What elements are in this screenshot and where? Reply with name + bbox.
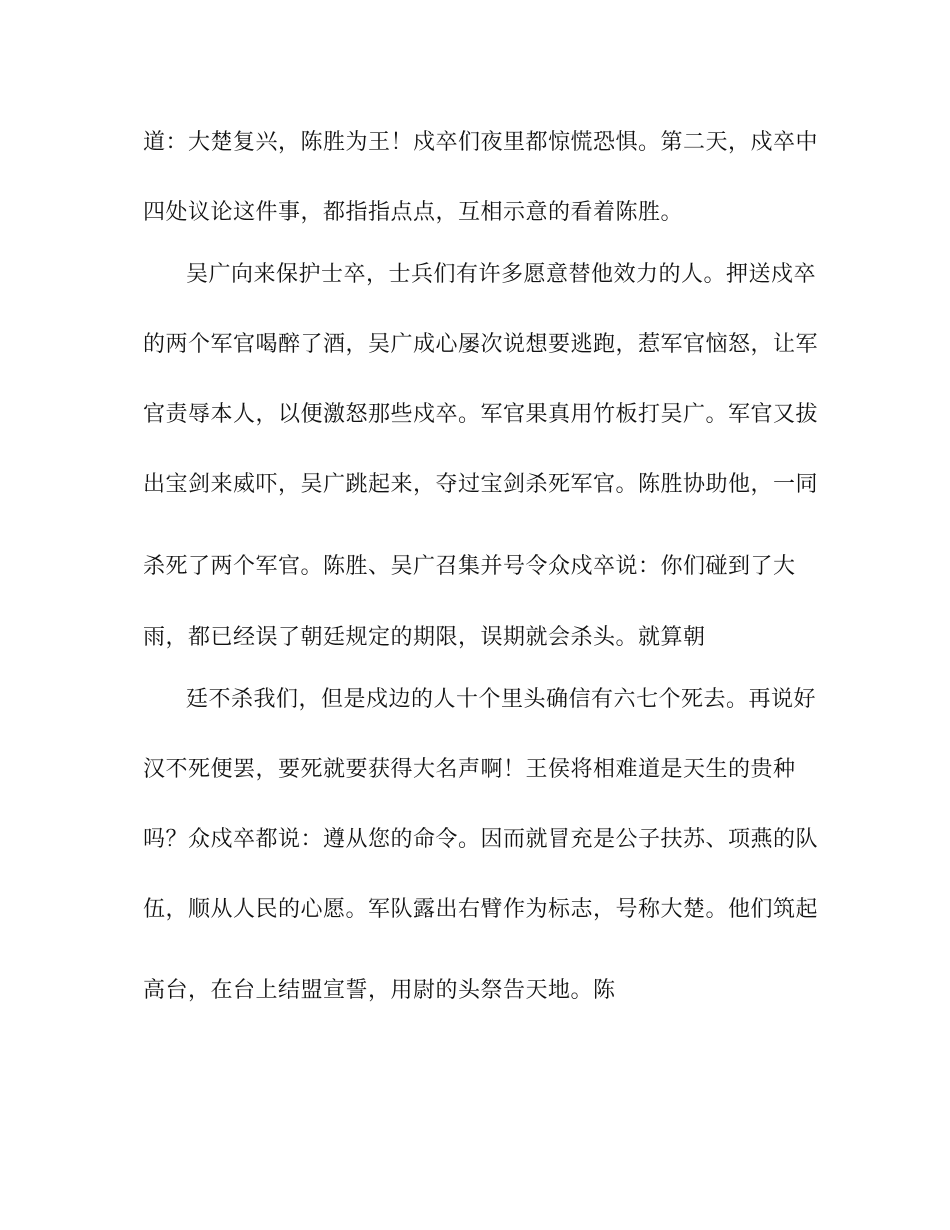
text-line-13: 高台，在台上结盟宣誓，用尉的头祭告天地。陈 bbox=[143, 978, 616, 1003]
text-line-3: 吴广向来保护士卒，士兵们有许多愿意替他效力的人。押送戍卒 bbox=[186, 262, 817, 287]
text-line-1: 道：大楚复兴，陈胜为王！戍卒们夜里都惊慌恐惧。第二天，戍卒中 bbox=[143, 130, 819, 155]
text-line-9: 廷不杀我们，但是戍边的人十个里头确信有六七个死去。再说好 bbox=[186, 687, 817, 712]
text-line-12: 伍，顺从人民的心愿。军队露出右臂作为标志，号称大楚。他们筑起 bbox=[143, 897, 819, 922]
text-line-7: 杀死了两个军官。陈胜、吴广召集并号令众戍卒说：你们碰到了大 bbox=[143, 554, 796, 579]
text-line-11: 吗？众戍卒都说：遵从您的命令。因而就冒充是公子扶苏、项燕的队 bbox=[143, 827, 819, 852]
text-line-5: 官责辱本人，以便激怒那些戍卒。军官果真用竹板打吴广。军官又拔 bbox=[143, 402, 819, 427]
text-line-10: 汉不死便罢，要死就要获得大名声啊！王侯将相难道是天生的贵种 bbox=[143, 757, 796, 782]
text-line-6: 出宝剑来威吓，吴广跳起来，夺过宝剑杀死军官。陈胜协助他，一同 bbox=[143, 472, 819, 497]
text-line-8: 雨，都已经误了朝廷规定的期限，误期就会杀头。就算朝 bbox=[143, 625, 706, 650]
text-line-2: 四处议论这件事，都指指点点，互相示意的看着陈胜。 bbox=[143, 200, 684, 225]
text-line-4: 的两个军官喝醉了酒，吴广成心屡次说想要逃跑，惹军官恼怒，让军 bbox=[143, 332, 819, 357]
